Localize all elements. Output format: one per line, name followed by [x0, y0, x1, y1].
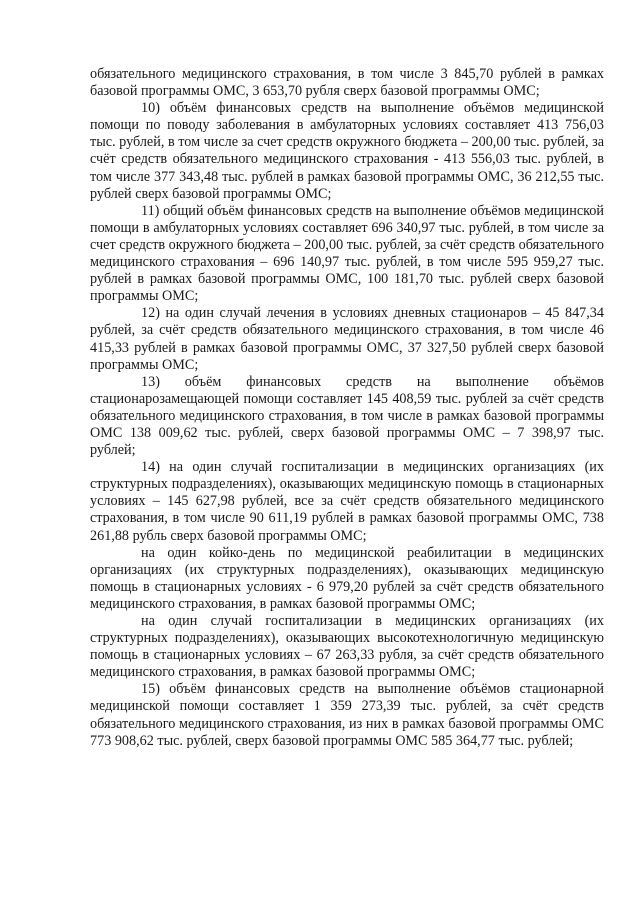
paragraph-item-14: 14) на один случай госпитализации в медицинских организациях (их структурных подразделениях), оказывающих медицинскую помощь в стационарных условиях – 145 627,98 рублей, все за счёт средств обязательного медицинского страхования, в том числе 90 611,19 рублей в рамках базовой программы ОМС, 738 261,88 рубль сверх базовой программы ОМС; [90, 459, 604, 544]
paragraph-item-13: 13) объём финансовых средств на выполнение объёмов стационарозамещающей помощи составляет 145 408,59 тыс. рублей за счёт средств обязательного медицинского страхования, в том числе в рамках базовой программы ОМС 138 009,62 тыс. рублей, сверх базовой программы ОМС – 7 398,97 тыс. рублей; [90, 373, 604, 459]
paragraph-item-12: 12) на один случай лечения в условиях дневных стационаров – 45 847,34 рублей, за счёт средств обязательного медицинского страхования, в том числе 46 415,33 рублей в рамках базовой программы ОМС, 37 327,50 рублей сверх базовой программы ОМС; [90, 305, 604, 373]
paragraph-item-10: 10) объём финансовых средств на выполнение объёмов медицинской помощи по поводу заболевания в амбулаторных условиях составляет 413 756,03 тыс. рублей, в том числе за счет средств окружного бюджета – 200,00 тыс. рублей, за счёт средств обязательного медицинского страхования - 413 556,03 тыс. рублей, в том числе 377 343,48 тыс. рублей в рамках базовой программы ОМС, 36 212,55 тыс. рублей сверх базовой программы ОМС; [90, 100, 604, 202]
paragraph-rehab-bed-day: на один койко-день по медицинской реабилитации в медицинских организациях (их структурных подразделениях), оказывающих медицинскую помощь в стационарных условиях - 6 979,20 рублей за счёт средств обязательного медицинского страхования, в рамках базовой программы ОМС; [90, 544, 604, 612]
document-page [90, 66, 604, 750]
paragraph-continuation: обязательного медицинского страхования, в том числе 3 845,70 рублей в рамках базовой программы ОМС, 3 653,70 рубля сверх базовой программы ОМС; [90, 66, 604, 100]
paragraph-item-11: 11) общий объём финансовых средств на выполнение объёмов медицинской помощи в амбулаторных условиях составляет 696 340,97 тыс. рублей, в том числе за счет средств окружного бюджета – 200,00 тыс. рублей, за счёт средств обязательного медицинского страхования – 696 140,97 тыс. рублей, в том числе 595 959,27 тыс. рублей в рамках базовой программы ОМС, 100 181,70 тыс. рублей сверх базовой программы ОМС; [90, 202, 604, 305]
paragraph-high-tech-care: на один случай госпитализации в медицинских организациях (их структурных подразделениях), оказывающих высокотехнологичную медицинскую помощь в стационарных условиях – 67 263,33 рубля, за счёт средств обязательного медицинского страхования, в рамках базовой программы ОМС; [90, 613, 604, 681]
paragraph-item-15: 15) объём финансовых средств на выполнение объёмов стационарной медицинской помощи составляет 1 359 273,39 тыс. рублей, за счёт средств обязательного медицинского страхования, из них в рамках базовой программы ОМС 773 908,62 тыс. рублей, сверх базовой программы ОМС 585 364,77 тыс. рублей; [90, 681, 604, 749]
